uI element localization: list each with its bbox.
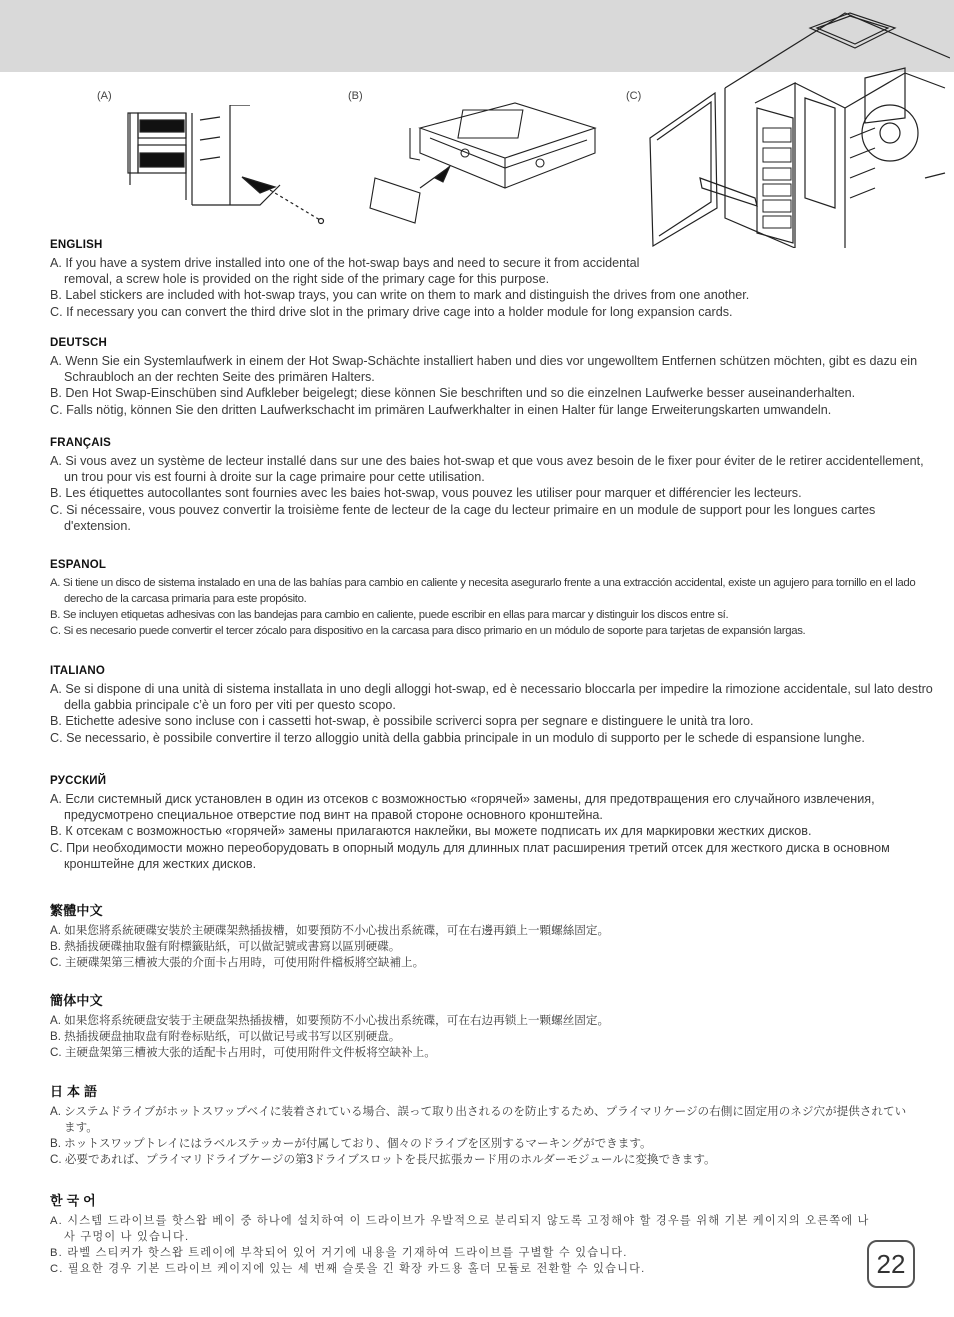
section-italiano [50,665,940,746]
list-item: B. 热插拔硬盘抽取盘有附卷标贴纸，可以做记号或书写以区别硬盘。 [50,1030,401,1043]
section-heading: ESPANOL [50,559,107,571]
figure-b-drawing [365,98,615,228]
page-number: 22 [867,1240,915,1288]
list-item: C. Si nécessaire, vous pouvez convertir la troisième fente de lecteur de la cage du lecteur primaire en un module de support pour les longues cartes d'extension. [50,502,876,533]
list-item: A. Если системный диск установлен в один из отсеков с возможностью «горячей» замены, для предотвращения его случайного извлечения, предусмотрено специальное отверстие под винт на правой стороне основного кронштейна. [50,792,875,823]
figure-a-drawing [120,105,340,230]
list-item: C. 主硬盘架第三槽被大张的适配卡占用时，可使用附件文件板将空缺补上。 [50,1046,436,1059]
list-item: A. システムドライブがホットスワップベイに装着されている場合、誤って取り出されるのを防止するため、プライマリケージの右側に固定用のネジ穴が提供されています。 [50,1105,907,1134]
list-item: A. 시스템 드라이브를 핫스왑 베이 중 하나에 설치하여 이 드라이브가 우발적으로 분리되지 않도록 고정해야 할 경우를 위해 기본 케이지의 오른쪽에 나사 구멍이 나 있습니다. [50,1215,870,1243]
section-heading: ITALIANO [50,665,106,677]
section-heading: DEUTSCH [50,337,107,349]
section-heading: 日 本 語 [50,1084,98,1099]
list-item: A. Si tiene un disco de sistema instalado en una de las bahías para cambio en caliente y necesita asegurarlo frente a una extracción accidental, existe un agujero para tornillo en el lado derecho de la carcasa primaria para este propósito. [50,577,916,605]
list-item: A. If you have a system drive installed into one of the hot-swap bays and need to secure it from accidental removal, a screw hole is provided on the right side of the primary cage for this purpose. [50,256,640,287]
list-item: C. Falls nötig, können Sie den dritten Laufwerkschacht im primären Laufwerkhalter in einen Halter für lange Erweiterungskarten umwandeln. [50,402,832,417]
list-item: B. К отсекам с возможностью «горячей» замены прилагаются наклейки, вы можете подписать их для маркировки жестких дисков. [50,824,812,839]
figure-a-label: (A) [97,90,112,102]
list-item: B. Les étiquettes autocollantes sont fournies avec les baies hot-swap, vous pouvez les utiliser pour marquer et différencier les lecteurs. [50,486,802,501]
list-item: B. Se incluyen etiquetas adhesivas con las bandejas para cambio en caliente, puede escribir en ellas para marcar y distinguir los discos entre sí. [50,609,729,621]
section-russian [50,775,940,872]
list-item: C. 必要であれば、プライマリドライブケージの第3ドライブスロットを長尺拡張カード用のホルダーモジュールに変換できます。 [50,1153,716,1166]
section-traditional-chinese [50,900,940,971]
list-item: B. 熱插拔硬碟抽取盤有附標籤貼紙，可以做記號或書寫以區別硬碟。 [50,940,401,953]
section-heading: 繁體中文 [50,903,103,918]
list-item: A. Wenn Sie ein Systemlaufwerk in einem der Hot Swap-Schächte installiert haben und dies vor ungewolltem Entfernen schützen möchten, gibt es dazu ein Schraubloch an der rechten Seite des primären Halters. [50,354,918,385]
list-item: C. При необходимости можно переоборудовать в опорный модуль для длинных плат расширения третий отсек для жесткого диска в основном кронштейне для жестких дисков. [50,840,890,871]
list-item: C. Si es necesario puede convertir el tercer zócalo para dispositivo en la carcasa para disco primario en un módulo de soporte para tarjetas de expansión largas. [50,625,806,637]
section-heading: 簡体中文 [50,993,103,1008]
list-item: B. ホットスワップトレイにはラベルステッカーが付属しており、個々のドライブを区別するマーキングができます。 [50,1137,652,1150]
list-item: C. Se necessario, è possibile convertire il terzo alloggio unità della gabbia principale in un modulo di supporto per le schede di espansione lunghe. [50,730,865,745]
list-item: A. Se si dispone di una unità di sistema installata in uno degli alloggi hot-swap, ed è necessario bloccarla per impedire la rimozione accidentale, sul lato destro della gabbia principale c’è un foro per viti per questo scopo. [50,682,933,713]
section-francais [50,437,940,534]
figure-c-label: (C) [626,90,642,102]
section-espanol [50,559,940,639]
figure-c-drawing [645,8,950,248]
list-item: C. 主硬碟架第三槽被大張的介面卡占用時，可使用附件檔板將空缺補上。 [50,956,425,969]
list-item: A. 如果您將系統硬碟安裝於主硬碟架熱插拔槽，如要預防不小心拔出系統碟，可在右邊再鎖上一顆螺絲固定。 [50,924,610,937]
list-item: B. 라벨 스티커가 핫스왑 트레이에 부착되어 있어 거기에 내용을 기재하여 드라이브를 구별할 수 있습니다. [50,1247,628,1259]
section-heading: FRANÇAIS [50,437,112,449]
section-simplified-chinese [50,990,940,1061]
section-english [50,239,940,320]
list-item: B. Label stickers are included with hot-swap trays, you can write on them to mark and distinguish the drives from one another. [50,288,750,303]
list-item: C. If necessary you can convert the third drive slot in the primary drive cage into a holder module for long expansion cards. [50,304,733,319]
section-heading: РУССКИЙ [50,775,107,787]
list-item: A. Si vous avez un système de lecteur installé dans sur une des baies hot-swap et que vous avez besoin de le fixer pour éviter de le retirer accidentellement, un trou pour vis est fourni à droite sur la cage primaire pour cette utilisation. [50,454,924,485]
section-japanese [50,1081,940,1168]
section-korean [50,1190,870,1277]
section-heading: 한 국 어 [50,1193,96,1208]
figure-b-label: (B) [348,90,363,102]
list-item: A. 如果您将系统硬盘安装于主硬盘架热插拔槽，如要预防不小心拔出系统碟，可在右边再锁上一颗螺丝固定。 [50,1014,610,1027]
section-deutsch [50,337,940,418]
list-item: C. 필요한 경우 기본 드라이브 케이지에 있는 세 번째 슬롯을 긴 확장 카드용 홀더 모듈로 전환할 수 있습니다. [50,1263,646,1275]
list-item: B. Etichette adesive sono incluse con i cassetti hot-swap, è possibile scriverci sopra per segnare e distinguere le unità tra loro. [50,714,754,729]
section-heading: ENGLISH [50,239,103,251]
list-item: B. Den Hot Swap-Einschüben sind Aufkleber beigelegt; diese können Sie beschriften und so die einzelnen Laufwerke besser auseinanderhalten. [50,386,856,401]
